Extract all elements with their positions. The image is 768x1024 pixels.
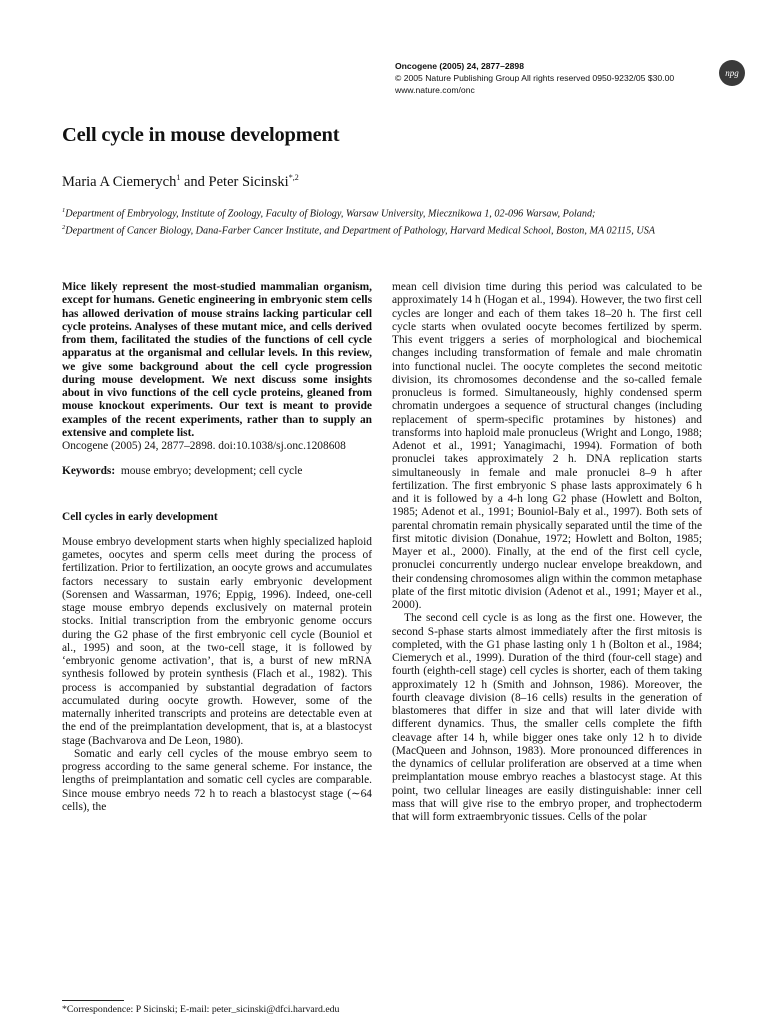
author-name: Maria A Ciemerych [62, 173, 177, 190]
affiliations [62, 204, 710, 238]
author-list [62, 173, 299, 191]
affiliation-item [62, 221, 710, 238]
footnote-divider [62, 1000, 124, 1001]
author-superscript: *,2 [288, 173, 299, 182]
left-column [62, 281, 372, 814]
journal-header [395, 60, 695, 96]
author-name: Peter Sicinski [208, 173, 289, 190]
abstract: Mice likely represent the most-studied mammalian organism, except for humans. Genetic engineering in embryonic stem cells has allowed derivation of mouse strains lacking particular cell cycle proteins. Analyses of these mutant mice, and cells derived from them, facilitated the studies of the functions of cell cycle apparatus at the organismal and cellular levels. In this review, we give some background about the cell cycle progression during mouse development. We next discuss some insights about in vivo functions of the cell cycle proteins, gleaned from mouse knockout experiments. Our text is meant to provide examples of the recent experiments, rather than to supply an extensive and complete list. [62, 281, 372, 439]
author-conjunction: and [180, 173, 209, 190]
article-title: Cell cycle in mouse development [62, 124, 340, 146]
affiliation-superscript: 2 [62, 223, 66, 231]
keywords-list: mouse embryo; development; cell cycle [120, 465, 303, 478]
body-paragraph: mean cell division time during this period was calculated to be approximately 14 h (Hogan et al., 1994). However, the two first cell cycles are longer and each of them takes 18–20 h. The first cell cycle starts when ovulated oocyte becomes fertilized by sperm. This event triggers a series of morphological and biochemical changes including transformation of female and male chromatin into functional nuclei. The oocyte completes the second meitotic division, its chromosomes decondense and the so-called female pronucleus is formed. Simultaneously, highly condensed sperm chromatin undergoes a sequence of structural changes (including replacement of sperm-specific protamines by histones) and transforms into haploid male pronucleus (Wright and Longo, 1988; Adenot et al., 1991; Yanagimachi, 1994). Formation of both pronuclei takes approximately 2 h. DNA replication starts simultaneously in female and male pronuclei 8–9 h after fertilization. The first embryonic S phase lasts approximately 6 h and it is followed by a 4-h long G2 phase (Howlett and Bolton, 1985; Adenot et al., 1991; Bouniol-Baly et al., 1997). Both sets of parental chromatin remain physically separated until the time of the first mitotic division (Donahue, 1972; Howlett and Bolton, 1985; Mayer et al., 2000). Finally, at the end of the first cell cycle, pronuclei concurrently undergo nuclear envelope breakdown, and their condensing chromosomes align within the common metaphase plate of the first mitotic division (Adenot et al., 1991; Mayer et al., 2000). [392, 281, 702, 611]
journal-citation-line: Oncogene (2005) 24, 2877–2898 [395, 61, 524, 71]
author-superscript: 1 [176, 173, 181, 182]
body-paragraph: The second cell cycle is as long as the first one. However, the second S-phase starts almost immediately after the first mitosis is completed, with the G1 phase lasting only 1 h (Bolton et al., 1984; Ciemerych et al., 1999). Duration of the third (four-cell stage) and fourth (eighth-cell stage) cell cycles is shorter, each of them taking approximately 12 h (Smith and Johnson, 1986). Moreover, the fourth cleavage division (8–16 cells) results in the generation of blastomeres that differ in size and that will later divide with different dynamics. Thus, the smaller cells complete the fifth cleavage after 14 h, while bigger ones take only 12 h to divide (MacQueen and Johnson, 1983). More pronounced differences in the dynamics of cellular proliferation are observed at a time when preimplantation mouse embryo reaches a blastocyst stage. At this point, two cellular lineages are easily distinguishable: inner cell mass that will give rise to the embryo proper, and trophectoderm that will form extraembryonic tissues. Cells of the polar [392, 612, 702, 823]
affiliation-text: Department of Embryology, Institute of Zoology, Faculty of Biology, Warsaw University, Miecznikowa 1, 02-096 Warsaw, Poland; [65, 208, 596, 220]
affiliation-item [62, 204, 710, 221]
affiliation-text: Department of Cancer Biology, Dana-Farber Cancer Institute, and Department of Pathology, Harvard Medical School, Boston, MA 02115, USA [65, 225, 656, 237]
keywords-label: Keywords: [62, 465, 116, 478]
correspondence-footnote: *Correspondence: P Sicinski; E-mail: peter_sicinski@dfci.harvard.edu [62, 1004, 340, 1015]
body-paragraph: Somatic and early cell cycles of the mouse embryo seem to progress according to the same general scheme. For instance, the lengths of preimplantation and somatic cell cycles are comparable. Since mouse embryo needs 72 h to reach a blastocyst stage (∼64 cells), the [62, 747, 372, 813]
section-heading: Cell cycles in early development [62, 510, 218, 523]
body-paragraph: Mouse embryo development starts when highly specialized haploid gametes, oocytes and sperm cells meet during the process of fertilization. Prior to fertilization, an oocyte grows and accumulates factors necessary to sustain early embryonic development (Sorensen and Wassarman, 1976; Eppig, 1996). Indeed, one-cell stage mouse embryo depends exclusively on maternal protein stocks. Initial transcription from the embryonic genome occurs during the G2 phase of the first embryonic cell cycle (Bouniol et al., 1995) and soon, at the two-cell stage, it is followed by ‘embryonic genome activation’, that is, a burst of new mRNA synthesis followed by protein synthesis (Flach et al., 1982). This process is accompanied by substantial degradation of factors accumulated during oocyte growth. However, some of the maternally inherited transcripts and proteins are detectable even at the end of the preimplantation development, that is, at a blastocyst stage (Bachvarova and De Leon, 1980). [62, 535, 372, 747]
right-column [392, 281, 702, 824]
keywords [62, 465, 372, 478]
copyright-line: © 2005 Nature Publishing Group All rights reserved 0950-9232/05 $30.00 [395, 73, 675, 83]
npg-logo: npg [719, 60, 745, 86]
affiliation-superscript: 1 [62, 207, 66, 214]
journal-url[interactable]: www.nature.com/onc [395, 85, 475, 95]
doi-citation: Oncogene (2005) 24, 2877–2898. doi:10.1038/sj.onc.1208608 [62, 440, 346, 452]
